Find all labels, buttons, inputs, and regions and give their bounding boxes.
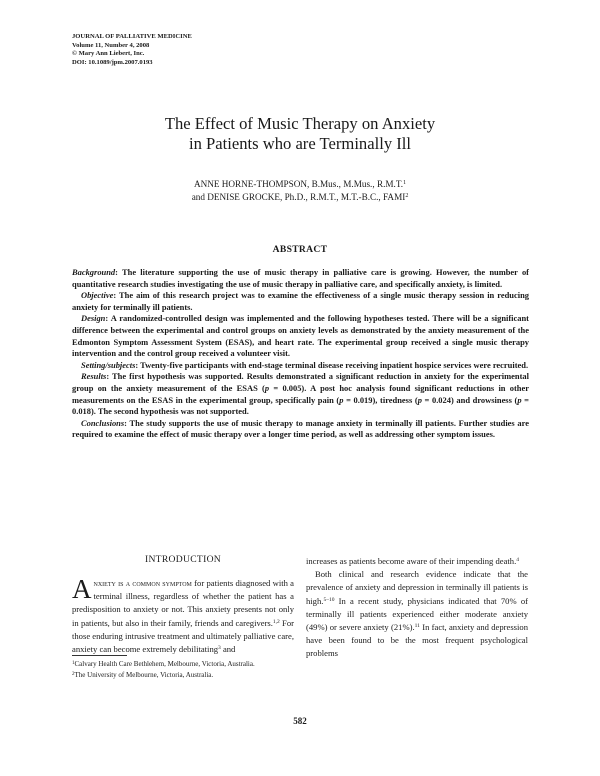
abstract-design [72, 313, 529, 359]
background-text: : The literature supporting the use of music therapy in palliative care is growing. However, the number of quantitative research studies investigating the use of music therapy in palliative care, and specifically anxiety, is limited. [72, 267, 529, 289]
title-line-1: The Effect of Music Therapy on Anxiety [164, 114, 436, 133]
intro-smallcaps: nxiety is a common symptom [93, 578, 192, 588]
author-1-affiliation-mark: 1 [403, 180, 407, 186]
intro-text: In a recent study, physicians indicated that 70% of terminally ill patients experienced either moderate anxiety (49%) or severe anxiety (21%). [306, 595, 528, 633]
footnote-rule [72, 655, 127, 656]
article-title [60, 114, 540, 154]
intro-text: for patients diagnosed with a terminal illness, regardless of whether the patient has a predisposition to anxiety or not. This anxiety presents not only in patients, but also in their family, friends and caregivers. [72, 578, 294, 628]
author-2-affiliation-mark: 2 [405, 193, 409, 199]
author-1-name: ANNE HORNE-THOMPSON, B.Mus., M.Mus., R.M.T. [193, 179, 404, 189]
author-connector: and [191, 192, 205, 202]
p-value-symbol: p [264, 382, 270, 393]
footnote-mark: 1 [72, 661, 75, 666]
author-list [60, 178, 540, 204]
abstract-heading: ABSTRACT [272, 244, 328, 255]
citation-ref: 3 [218, 645, 221, 652]
abstract-conclusions [72, 418, 529, 441]
results-text: = 0.005). A post hoc analysis found significant reductions in other measurements on the ESAS in the experimental group, specifically pain ( [72, 382, 529, 405]
design-label: Design [81, 313, 106, 324]
page-number: 582 [293, 716, 307, 726]
background-label: Background [72, 267, 116, 277]
results-text: = 0.024) and drowsiness ( [421, 394, 518, 405]
introduction-heading: INTRODUCTION [144, 554, 222, 565]
right-paragraph-1 [306, 555, 528, 568]
results-label: Results [81, 371, 107, 382]
body-column-left [72, 574, 294, 656]
results-text: = 0.018). The second hypothesis was not supported. [72, 394, 529, 417]
objective-label: Objective [81, 290, 114, 301]
setting-text: : Twenty-five participants with end-stage terminal disease receiving inpatient hospice services were recruited. [135, 359, 529, 370]
abstract-setting [72, 360, 529, 372]
author-2 [60, 191, 540, 204]
p-value-symbol: p [417, 394, 422, 405]
drop-cap: A [72, 574, 92, 604]
journal-name: JOURNAL OF PALLIATIVE MEDICINE [72, 33, 192, 40]
intro-text: and [220, 644, 236, 655]
abstract-results [72, 371, 529, 417]
right-paragraph-2 [306, 568, 528, 660]
conclusions-label: Conclusions [81, 417, 125, 428]
objective-text: : The aim of this research project was to examine the effectiveness of a single music therapy session in reducing anxiety for terminally ill patients. [72, 290, 529, 312]
intro-text: increases as patients become aware of their impending death. [306, 556, 517, 566]
footnote-mark: 2 [72, 671, 75, 677]
intro-text: For those enduring intrusive treatment and ultimately palliative care, anxiety can become extremely debilitating [72, 617, 294, 655]
citation-ref: 11 [414, 623, 420, 630]
results-text: = 0.019), tiredness ( [343, 394, 418, 405]
footnote-text: The University of Melbourne, Victoria, Australia. [74, 670, 214, 679]
intro-text: Both clinical and research evidence indicate that the prevalence of anxiety and depression in terminally ill patients is high. [306, 569, 528, 606]
citation-ref: 5–10 [323, 596, 335, 603]
abstract-body [72, 267, 529, 441]
footnote-2 [72, 670, 532, 681]
footnotes [72, 659, 532, 680]
journal-doi: DOI: 10.1089/jpm.2007.0193 [72, 58, 153, 66]
journal-copyright: © Mary Ann Liebert, Inc. [72, 50, 145, 58]
p-value-symbol: p [517, 394, 522, 405]
citation-ref: 1,2 [272, 618, 280, 625]
intro-text: In fact, anxiety and depression have been found to be the most frequent psychological problems [306, 622, 528, 659]
footnote-text: Calvary Health Care Bethlehem, Melbourne, Victoria, Australia. [74, 660, 255, 668]
citation-ref: 4 [516, 557, 519, 563]
journal-volume: Volume 11, Number 4, 2008 [72, 41, 150, 49]
setting-label: Setting/subjects [81, 359, 136, 370]
title-line-2: in Patients who are Terminally Ill [188, 134, 412, 153]
author-2-name: DENISE GROCKE, Ph.D., R.M.T., M.T.-B.C., FAMI [207, 192, 406, 202]
abstract-objective [72, 290, 529, 313]
footnote-1 [72, 659, 532, 670]
p-value-symbol: p [339, 394, 344, 405]
abstract-background [72, 267, 529, 290]
conclusions-text: : The study supports the use of music therapy to manage anxiety in terminally ill patients. Further studies are required to examine the effect of music therapy over a longer time period, as well as addressing other symptom issues. [72, 417, 529, 440]
design-text: : A randomized-controlled design was implemented and the following hypotheses tested. There will be a significant difference between the experimental and control groups on anxiety levels as demonstrated by the anxiety measurement of the Edmonton Symptom Assessment System (ESAS), and heart rate. The experimental group received a single music therapy intervention and the control group received a volunteer visit. [72, 313, 529, 359]
journal-header [72, 33, 192, 67]
body-column-right [306, 555, 528, 661]
author-1 [60, 178, 540, 191]
results-text: : The first hypothesis was supported. Results demonstrated a significant reduction in anxiety for the experimental group on the anxiety measurement of the ESAS ( [72, 371, 529, 393]
